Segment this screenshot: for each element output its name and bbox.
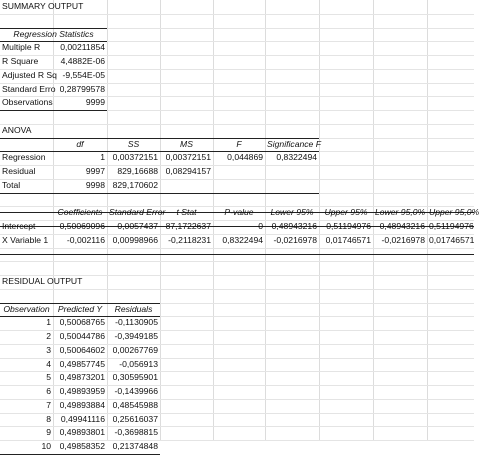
coefficient-column-header[interactable]: Upper 95% <box>324 207 368 217</box>
residual-cell[interactable]: 0,30595901 <box>112 372 158 382</box>
residual-cell[interactable]: 0,48545988 <box>112 400 158 410</box>
residual-title[interactable]: RESIDUAL OUTPUT <box>2 276 83 286</box>
stat-label[interactable]: Adjusted R Sq <box>2 70 57 80</box>
coefficient-cell[interactable]: 0,51194976 <box>326 221 371 231</box>
residual-cell[interactable]: 6 <box>46 386 51 396</box>
residual-cell[interactable]: 0,49858352 <box>59 441 105 451</box>
residual-cell[interactable]: -0,3698815 <box>114 427 158 437</box>
stat-label[interactable]: Observations <box>2 97 53 107</box>
anova-column-header[interactable]: MS <box>180 139 193 149</box>
table-border <box>0 193 319 194</box>
residual-cell[interactable]: 9 <box>46 427 51 437</box>
anova-row-label[interactable]: Total <box>2 180 21 190</box>
residual-cell[interactable]: 8 <box>46 414 51 424</box>
residual-cell[interactable]: 3 <box>46 345 51 355</box>
anova-cell[interactable]: 0,08294157 <box>165 166 211 176</box>
residual-cell[interactable]: 0,49857745 <box>59 359 105 369</box>
anova-cell[interactable]: 9998 <box>85 180 105 190</box>
stat-value[interactable]: 9999 <box>85 97 105 107</box>
coefficient-column-header[interactable]: Coefficients <box>57 207 103 217</box>
coefficient-column-header[interactable]: t Stat <box>176 207 197 217</box>
residual-cell[interactable]: 0,49893884 <box>59 400 105 410</box>
residual-cell[interactable]: -0,3949185 <box>114 331 158 341</box>
residual-cell[interactable]: 2 <box>46 331 51 341</box>
stat-value[interactable]: 0,28799578 <box>59 84 105 94</box>
row-gridline <box>0 248 474 249</box>
coefficient-cell[interactable]: 0,50069096 <box>59 221 105 231</box>
residual-cell[interactable]: 0,50064602 <box>59 345 105 355</box>
anova-cell[interactable]: 0,8322494 <box>276 152 317 162</box>
residual-cell[interactable]: 1 <box>46 317 51 327</box>
residual-cell[interactable]: 0,00267769 <box>112 345 158 355</box>
anova-cell[interactable]: 0,00372151 <box>165 152 211 162</box>
anova-row-label[interactable]: Residual <box>2 166 36 176</box>
residual-cell[interactable]: 0,50044786 <box>59 331 105 341</box>
coefficient-cell[interactable]: 0,0057437 <box>117 221 158 231</box>
coefficient-cell[interactable]: 0,01746571 <box>429 235 475 245</box>
coefficient-column-header[interactable]: Lower 95% <box>270 207 314 217</box>
coefficient-column-header[interactable]: Upper 95,0% <box>429 207 479 217</box>
residual-cell[interactable]: 7 <box>46 400 51 410</box>
anova-title[interactable]: ANOVA <box>2 125 32 135</box>
anova-column-header[interactable]: F <box>236 139 242 149</box>
anova-row-label[interactable]: Regression <box>2 152 46 162</box>
residual-cell[interactable]: 4 <box>46 359 51 369</box>
coefficient-row-label[interactable]: X Variable 1 <box>2 235 49 245</box>
table-border <box>0 254 474 255</box>
coefficient-cell[interactable]: 0,51194976 <box>429 221 474 231</box>
residual-cell[interactable]: 0,49873201 <box>59 372 105 382</box>
table-border <box>0 110 107 111</box>
coefficient-cell[interactable]: 0,48943216 <box>271 221 317 231</box>
anova-cell[interactable]: 1 <box>100 152 105 162</box>
anova-cell[interactable]: 829,16688 <box>117 166 158 176</box>
residual-cell[interactable]: 0,49893959 <box>59 386 105 396</box>
coefficient-cell[interactable]: -0,0216978 <box>381 235 425 245</box>
anova-column-header[interactable]: Significance F <box>267 139 321 149</box>
residual-cell[interactable]: 0,50068765 <box>59 317 105 327</box>
row-gridline <box>0 14 474 15</box>
stat-label[interactable]: Standard Erro <box>2 84 56 94</box>
residual-cell[interactable]: -0,1130905 <box>115 317 158 327</box>
anova-cell[interactable]: 0,044869 <box>227 152 263 162</box>
residual-cell[interactable]: -0,056913 <box>119 359 158 369</box>
residual-column-header[interactable]: Residuals <box>114 304 153 314</box>
coefficient-cell[interactable]: -0,2118231 <box>168 235 211 245</box>
coefficient-cell[interactable]: -0,0216978 <box>273 235 317 245</box>
row-gridline <box>0 289 474 290</box>
stat-value[interactable]: -9,554E-05 <box>62 70 105 80</box>
coefficient-cell[interactable]: 0,8322494 <box>222 235 263 245</box>
coefficient-cell[interactable]: 0,00998966 <box>112 235 158 245</box>
stat-value[interactable]: 4,4882E-06 <box>60 56 105 66</box>
residual-cell[interactable]: 10 <box>41 441 51 451</box>
residual-cell[interactable]: -0,1439966 <box>114 386 158 396</box>
row-gridline <box>0 261 474 262</box>
summary-title[interactable]: SUMMARY OUTPUT <box>2 1 84 11</box>
coefficient-column-header[interactable]: Lower 95,0% <box>375 207 426 217</box>
residual-cell[interactable]: 5 <box>46 372 51 382</box>
residual-cell[interactable]: 0,49941116 <box>60 414 105 424</box>
stat-value[interactable]: 0,00211854 <box>60 42 105 52</box>
anova-cell[interactable]: 829,170602 <box>112 180 158 190</box>
anova-column-header[interactable]: df <box>76 139 84 149</box>
coefficient-cell[interactable]: 0,48943216 <box>379 221 425 231</box>
anova-column-header[interactable]: SS <box>127 139 140 149</box>
coefficient-cell[interactable]: 0,01746571 <box>325 235 371 245</box>
regression-statistics-header[interactable]: Regression Statistics <box>13 29 94 39</box>
coefficient-row-label[interactable]: Intercept <box>2 221 36 231</box>
residual-cell[interactable]: 0,21374848 <box>112 441 158 451</box>
residual-column-header[interactable]: Predicted Y <box>57 304 103 314</box>
stat-label[interactable]: Multiple R <box>2 42 41 52</box>
stat-label[interactable]: R Square <box>2 56 39 66</box>
residual-column-header[interactable]: Observation <box>3 304 50 314</box>
coefficient-cell[interactable]: -0,002116 <box>66 235 105 245</box>
anova-cell[interactable]: 9997 <box>85 166 105 176</box>
coefficient-cell[interactable]: 0 <box>258 221 263 231</box>
coefficient-column-header[interactable]: Standard Error <box>109 207 166 217</box>
residual-cell[interactable]: 0,25616037 <box>112 414 158 424</box>
coefficient-cell[interactable]: 87,1722637 <box>165 221 211 231</box>
coefficient-column-header[interactable]: P-value <box>224 207 254 217</box>
residual-cell[interactable]: 0,49893801 <box>59 427 105 437</box>
anova-cell[interactable]: 0,00372151 <box>112 152 158 162</box>
